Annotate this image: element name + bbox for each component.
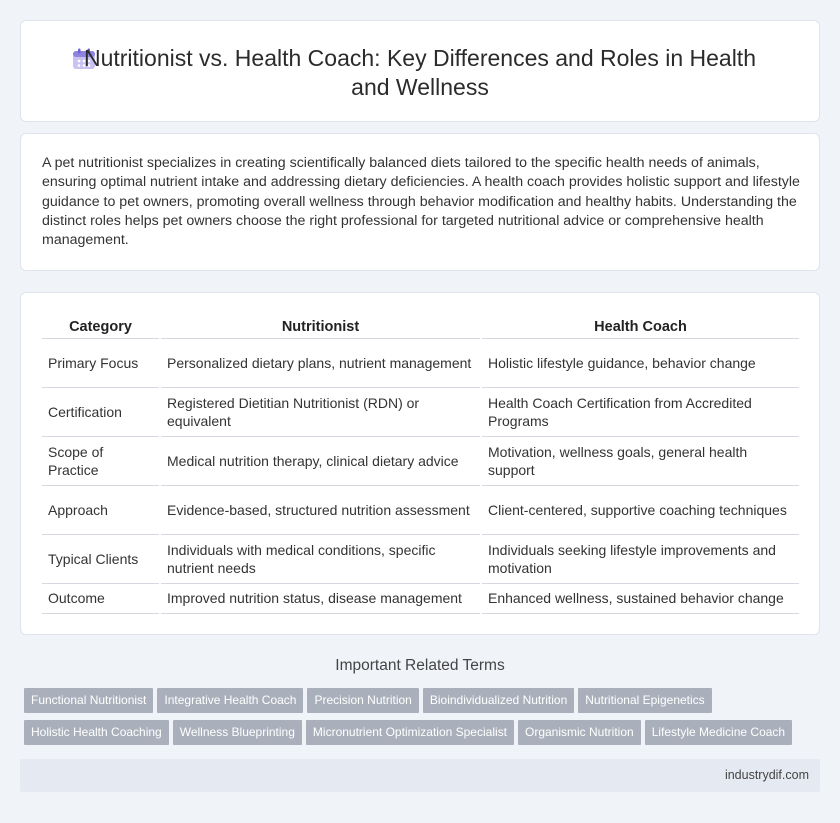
related-terms-row (24, 688, 824, 713)
row-health-coach: Individuals seeking lifestyle improvements and motivation (481, 534, 799, 583)
header-health-coach: Health Coach (481, 311, 799, 338)
row-health-coach: Enhanced wellness, sustained behavior change (481, 583, 799, 613)
row-category: Certification (42, 387, 160, 436)
table-row (42, 583, 799, 613)
row-health-coach: Health Coach Certification from Accredited Programs (481, 387, 799, 436)
header-category: Category (42, 311, 160, 338)
row-nutritionist: Medical nutrition therapy, clinical dietary advice (160, 436, 481, 485)
table-row (42, 436, 799, 485)
related-term-tag[interactable]: Wellness Blueprinting (173, 720, 302, 745)
header-nutritionist: Nutritionist (160, 311, 481, 338)
header-card (20, 20, 820, 122)
related-term-tag[interactable]: Micronutrient Optimization Specialist (306, 720, 514, 745)
row-category: Approach (42, 485, 160, 534)
related-term-tag[interactable]: Organismic Nutrition (518, 720, 641, 745)
row-nutritionist: Individuals with medical conditions, specific nutrient needs (160, 534, 481, 583)
row-nutritionist: Registered Dietitian Nutritionist (RDN) or equivalent (160, 387, 481, 436)
table-row (42, 534, 799, 583)
related-terms-title: Important Related Terms (335, 657, 505, 674)
footer-site-link[interactable]: industrydif.com (724, 768, 809, 782)
related-term-tag[interactable]: Lifestyle Medicine Coach (645, 720, 792, 745)
comparison-table (42, 311, 799, 614)
row-health-coach: Holistic lifestyle guidance, behavior change (481, 338, 799, 387)
related-term-tag[interactable]: Bioindividualized Nutrition (423, 688, 574, 713)
related-term-tag[interactable]: Integrative Health Coach (157, 688, 303, 713)
related-term-tag[interactable]: Holistic Health Coaching (24, 720, 169, 745)
row-category: Typical Clients (42, 534, 160, 583)
comparison-card (20, 292, 820, 635)
table-header-row (42, 311, 799, 338)
row-nutritionist: Evidence-based, structured nutrition assessment (160, 485, 481, 534)
table-row (42, 338, 799, 387)
related-term-tag[interactable]: Precision Nutrition (307, 688, 418, 713)
related-term-tag[interactable]: Nutritional Epigenetics (578, 688, 711, 713)
intro-card (20, 133, 820, 271)
row-category: Outcome (42, 583, 160, 613)
table-row (42, 485, 799, 534)
row-health-coach: Client-centered, supportive coaching techniques (481, 485, 799, 534)
page-title: Nutritionist vs. Health Coach: Key Differences and Roles in Health and Wellness (83, 45, 756, 100)
footer (20, 759, 820, 792)
row-category: Scope of Practice (42, 436, 160, 485)
related-terms-row (24, 720, 824, 745)
row-nutritionist: Personalized dietary plans, nutrient management (160, 338, 481, 387)
row-health-coach: Motivation, wellness goals, general health support (481, 436, 799, 485)
row-category: Primary Focus (42, 338, 160, 387)
related-term-tag[interactable]: Functional Nutritionist (24, 688, 153, 713)
intro-paragraph: A pet nutritionist specializes in creating scientifically balanced diets tailored to the specific health needs of animals, ensuring optimal nutrient intake and addressing dietary deficiencies. A health coach provides holistic support and lifestyle guidance to pet owners, promoting overall wellness through behavior modification and healthy habits. Understanding the distinct roles helps pet owners choose the right professional for targeted nutritional advice or comprehensive health management. (42, 155, 800, 249)
table-row (42, 387, 799, 436)
row-nutritionist: Improved nutrition status, disease management (160, 583, 481, 613)
